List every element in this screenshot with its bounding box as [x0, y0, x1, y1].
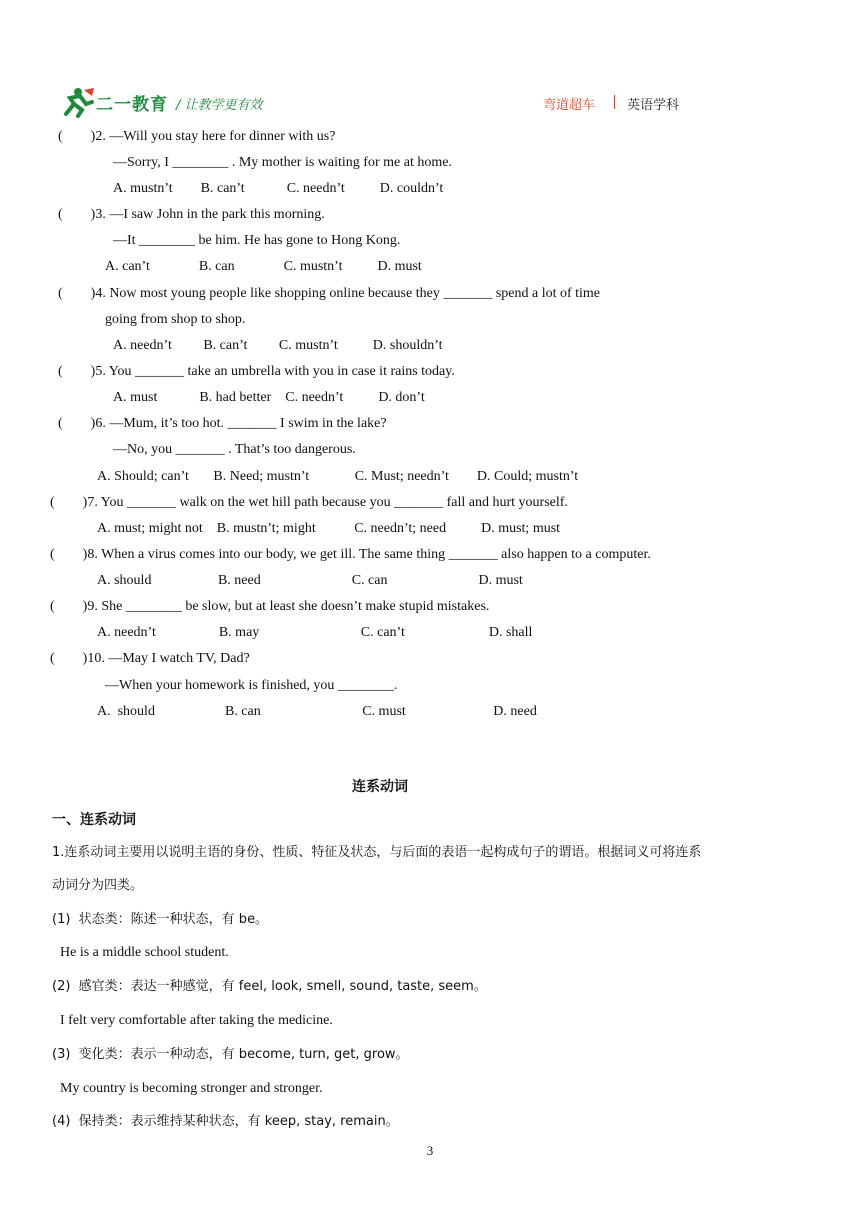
header-divider — [614, 95, 615, 109]
question-10-stem: ( )10. —May I watch TV, Dad? — [50, 651, 250, 666]
question-2-stem: ( )2. —Will you stay here for dinner with us? — [58, 129, 336, 144]
question-2-options: A. mustn’t B. can’t C. needn’t D. couldn’t — [113, 181, 444, 196]
question-3-reply: —It ________ be him. He has gone to Hong Kong. — [113, 233, 401, 248]
header-tag: 弯道超车 — [543, 98, 596, 113]
question-8-options: A. should B. need C. can D. must — [97, 573, 523, 588]
question-2-reply: —Sorry, I ________ . My mother is waiting for me at home. — [113, 155, 452, 170]
category-4: (4) 保持类：表示维持某种状态，有 keep, stay, remain。 — [52, 1114, 399, 1129]
question-7-options: A. must; might not B. mustn’t; might C. needn’t; need D. must; must — [97, 521, 561, 536]
question-5-options: A. must B. had better C. needn’t D. don’t — [113, 390, 425, 405]
category-3: (3) 变化类：表示一种动态，有 become, turn, get, grow。 — [52, 1047, 409, 1062]
brand-slogan: / 让教学更有效 — [176, 98, 263, 113]
question-4-stem-cont: going from shop to shop. — [105, 312, 246, 327]
question-3-stem: ( )3. —I saw John in the park this morning. — [58, 207, 325, 222]
question-6-options: A. Should; can’t B. Need; mustn’t C. Must; needn’t D. Could; mustn’t — [97, 469, 579, 484]
question-3-options: A. can’t B. can C. mustn’t D. must — [105, 259, 422, 274]
question-10-options: A. should B. can C. must D. need — [97, 704, 537, 719]
example-3: My country is becoming stronger and stronger. — [60, 1081, 323, 1096]
header-subject: 英语学科 — [627, 98, 680, 113]
question-9-options: A. needn’t B. may C. can’t D. shall — [97, 625, 533, 640]
section-heading: 一、连系动词 — [52, 812, 136, 828]
example-2: I felt very comfortable after taking the medicine. — [60, 1013, 333, 1028]
question-4-options: A. needn’t B. can’t C. mustn’t D. shouldn’t — [113, 338, 443, 353]
question-4-stem: ( )4. Now most young people like shopping online because they _______ spend a lot of time — [58, 286, 601, 301]
category-1: (1) 状态类：陈述一种状态，有 be。 — [52, 912, 269, 927]
question-6-reply: —No, you _______ . That’s too dangerous. — [113, 442, 356, 457]
category-2: (2) 感官类：表达一种感觉，有 feel, look, smell, sound, taste, seem。 — [52, 979, 487, 994]
paragraph-1-line-1: 1.连系动词主要用以说明主语的身份、性质、特征及状态，与后面的表语一起构成句子的谓语。根据词义可将连系 — [52, 845, 702, 860]
brand-name: 二一教育 — [96, 95, 168, 115]
question-10-reply: —When your homework is finished, you ________. — [105, 678, 398, 693]
example-1: He is a middle school student. — [60, 945, 229, 960]
page-number: 3 — [426, 1143, 434, 1158]
section-title: 连系动词 — [352, 779, 408, 795]
question-7-stem: ( )7. You _______ walk on the wet hill path because you _______ fall and hurt yourself. — [50, 495, 568, 510]
question-8-stem: ( )8. When a virus comes into our body, we get ill. The same thing _______ also happen to a computer. — [50, 547, 651, 562]
question-9-stem: ( )9. She ________ be slow, but at least she doesn’t make stupid mistakes. — [50, 599, 490, 614]
question-5-stem: ( )5. You _______ take an umbrella with you in case it rains today. — [58, 364, 455, 379]
paragraph-1-line-2: 动词分为四类。 — [52, 878, 144, 893]
question-6-stem: ( )6. —Mum, it’s too hot. _______ I swim in the lake? — [58, 416, 387, 431]
